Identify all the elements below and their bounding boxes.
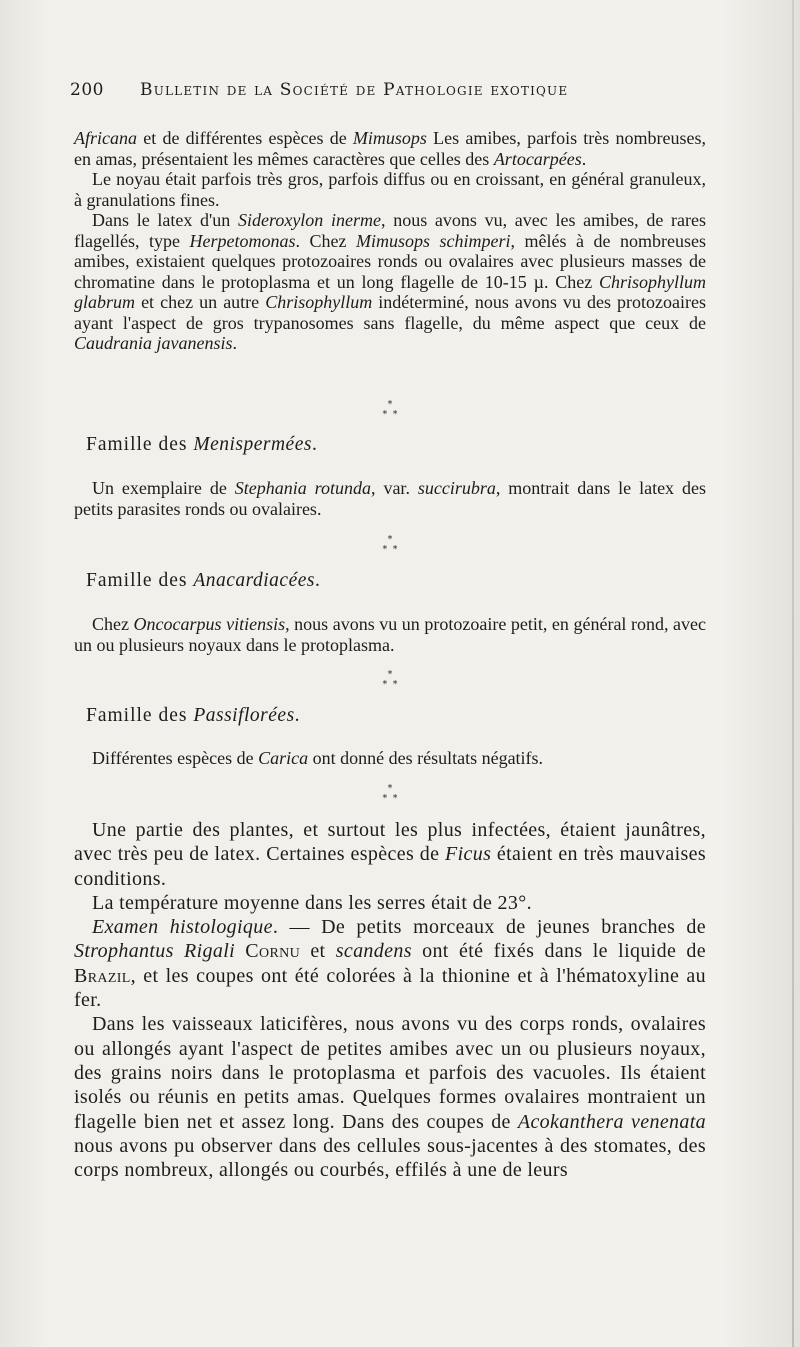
paragraph: Une partie des plantes, et surtout les plus infectées, étaient jaunâtres, avec très peu de latex. Certaines espèces de Ficus étaient en très mauvaises conditions. <box>74 819 706 890</box>
section-paragraph: Chez Oncocarpus vitiensis, nous avons vu un protozoaire petit, en général rond, avec un ou plusieurs noyaux dans le protoplasma. <box>74 614 707 655</box>
paragraph: Dans les vaisseaux laticifères, nous avons vu des corps ronds, ovalaires ou allongés ayant l'aspect de petites amibes avec un ou plusieurs noyaux, des grains noirs dans le protoplasma et parfois des vacuoles. Ils étaient isolés ou réunis en petits amas. Quelques formes ovalaires montraient un flagelle bien net et assez long. Dans des coupes de Acokanthera venenata nous avons pu observer dans des cellules sous-jacentes à des stomates, des corps nombreux, allongés ou courbés, effilés à une de leurs <box>74 1013 706 1182</box>
running-header <box>70 80 740 100</box>
section-paragraph: Différentes espèces de Carica ont donné des résultats négatifs. <box>92 748 544 768</box>
asterism-separator: * * * <box>382 400 398 420</box>
paragraph: Dans le latex d'un Sideroxylon inerme, nous avons vu, avec les amibes, de rares flagellés, type Herpetomonas. Chez Mimusops schimperi, mêlés à de nombreuses amibes, existaient quelques protozoaires ronds ou ovalaires avec plusieurs masses de chromatine dans le protoplasma et un long flagelle de 10-15 µ. Chez Chrisophyllum glabrum et chez un autre Chrisophyllum indéterminé, nous avons vu des protozoaires ayant l'aspect de gros trypanosomes sans flagelle, du même aspect que ceux de Caudrania javanensis. <box>74 210 707 353</box>
section-heading: Famille des Menispermées. <box>86 434 318 455</box>
section-paragraph: Un exemplaire de Stephania rotunda, var. succirubra, montrait dans le latex des petits parasites ronds ou ovalaires. <box>74 478 706 519</box>
section-heading: Famille des Passiflorées. <box>86 705 301 726</box>
paragraph: Africana et de différentes espèces de Mimusops Les amibes, parfois très nombreuses, en amas, présentaient les mêmes caractères que celles des Artocarpées. <box>74 128 706 169</box>
text-block-bottom <box>74 818 706 1182</box>
asterism-separator: * * * <box>382 784 398 804</box>
section-heading: Famille des Anacardiacées. <box>86 570 321 591</box>
paragraph: La température moyenne dans les serres était de 23°. <box>92 891 532 914</box>
paragraph: Examen histologique. — De petits morceaux de jeunes branches de Strophantus Rigali Cornu et scandens ont été fixés dans le liquide de Brazil, et les coupes ont été colorées à la thionine et à l'hématoxyline au fer. <box>74 916 707 1012</box>
paragraph: Le noyau était parfois très gros, parfois diffus ou en croissant, en général granuleux, à granulations fines. <box>74 169 706 210</box>
journal-title: Bulletin de la Société de Pathologie exotique <box>140 80 569 100</box>
asterism-separator: * * * <box>382 670 398 690</box>
asterism-separator: * * * <box>382 535 398 555</box>
page-number: 200 <box>70 80 104 100</box>
text-block-top <box>74 128 706 354</box>
page-edge-shadow <box>792 0 794 1347</box>
